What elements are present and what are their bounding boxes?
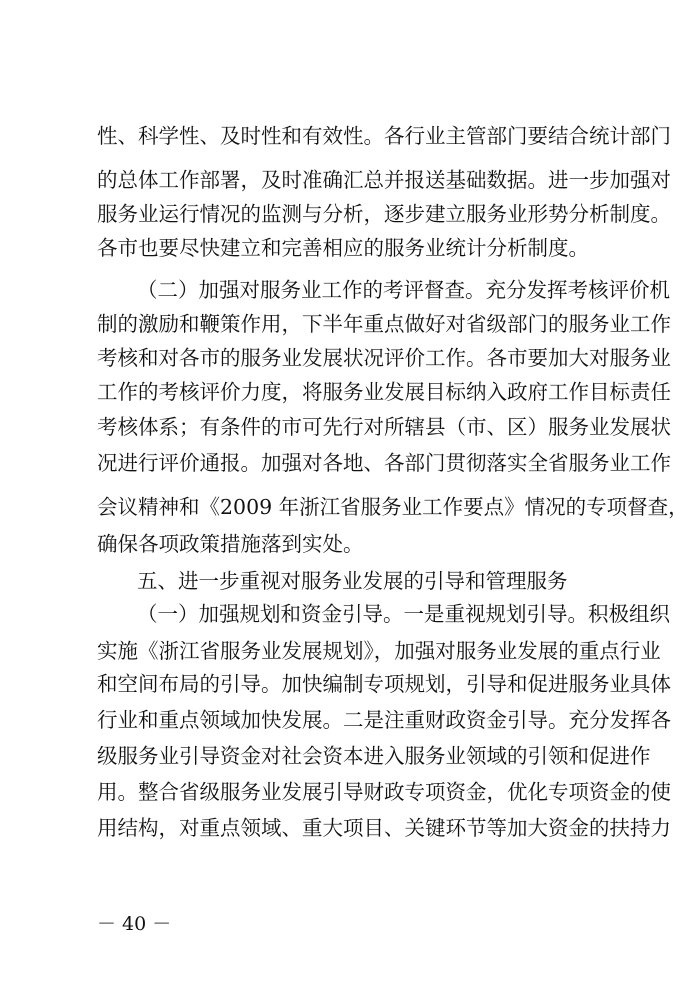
text-line-2: 的总体工作部署，及时准确汇总并报送基础数据。进一步加强对 (97, 168, 671, 192)
text-line-5: （二）加强对服务业工作的考评督查。充分发挥考核评价机 (137, 278, 670, 302)
text-line-12: 确保各项政策措施落到实处。 (97, 532, 364, 556)
text-line-8: 工作的考核评价力度，将服务业发展目标纳入政府工作目标责任 (97, 380, 671, 404)
text-line-7: 考核和对各市的服务业发展状况评价工作。各市要加大对服务业 (97, 346, 671, 370)
text-line-1: 性、科学性、及时性和有效性。各行业主管部门要结合统计部门 (97, 124, 671, 148)
text-line-4: 各市也要尽快建立和完善相应的服务业统计分析制度。 (97, 236, 589, 260)
text-line-19: 用。整合省级服务业发展引导财政专项资金，优化专项资金的使 (97, 780, 671, 804)
text-line-14: （一）加强规划和资金引导。一是重视规划引导。积极组织 (137, 602, 670, 626)
text-line-20: 用结构，对重点领域、重大项目、关键环节等加大资金的扶持力 (97, 816, 671, 840)
text-line-11: 会议精神和《2009 年浙江省服务业工作要点》情况的专项督查， (97, 495, 689, 519)
text-line-6: 制的激励和鞭策作用，下半年重点做好对省级部门的服务业工作 (97, 312, 671, 336)
page-number: － 40 － (97, 913, 172, 935)
section-heading: 五、进一步重视对服务业发展的引导和管理服务 (137, 569, 568, 593)
text-line-10: 况进行评价通报。加强对各地、各部门贯彻落实全省服务业工作 (97, 451, 671, 475)
text-line-3: 服务业运行情况的监测与分析，逐步建立服务业形势分析制度。 (97, 202, 671, 226)
text-line-9: 考核体系；有条件的市可先行对所辖县（市、区）服务业发展状 (97, 415, 671, 439)
text-line-18: 级服务业引导资金对社会资本进入服务业领域的引领和促进作 (97, 744, 651, 768)
text-line-16: 和空间布局的引导。加快编制专项规划，引导和促进服务业具体 (97, 672, 671, 696)
text-line-15: 实施《浙江省服务业发展规划》，加强对服务业发展的重点行业 (97, 639, 661, 663)
text-line-17: 行业和重点领域加快发展。二是注重财政资金引导。充分发挥各 (97, 708, 671, 732)
